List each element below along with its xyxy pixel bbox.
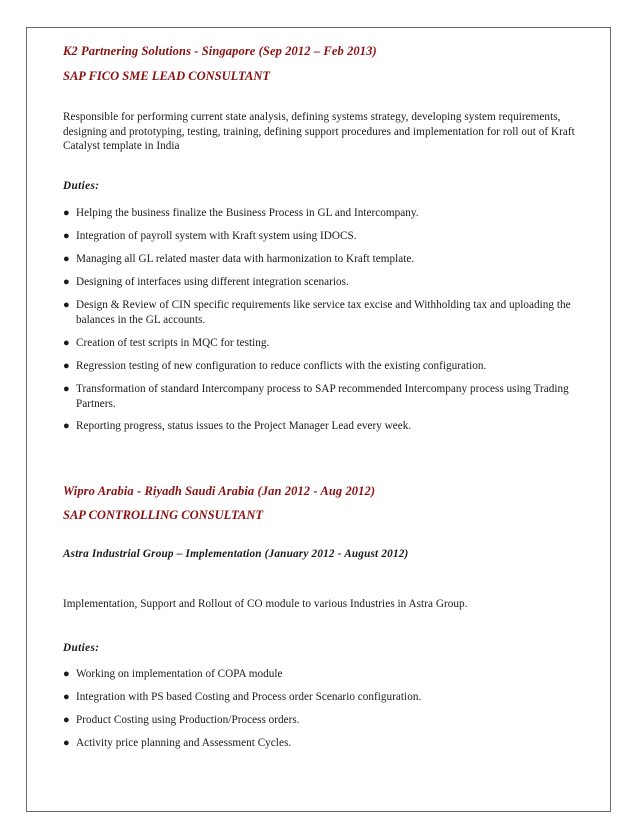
list-item: ● Product Costing using Production/Process orders. bbox=[63, 714, 300, 726]
summary-paragraph: Responsible for performing current state analysis, defining systems strategy, developing system requirements, designing and prototyping, testing, training, defining support procedures and implementation for roll out of Kraft Catalyst template in India bbox=[63, 111, 575, 152]
bullet-icon: ● bbox=[63, 253, 70, 265]
project-heading: Astra Industrial Group – Implementation (January 2012 - August 2012) bbox=[63, 548, 409, 560]
list-item: ● Working on implementation of COPA module bbox=[63, 668, 283, 680]
company-heading: K2 Partnering Solutions - Singapore (Sep 2012 – Feb 2013) bbox=[63, 44, 377, 58]
bullet-icon: ● bbox=[63, 230, 70, 242]
bullet-icon: ● bbox=[63, 299, 70, 311]
bullet-icon: ● bbox=[63, 360, 70, 372]
list-item: ● Reporting progress, status issues to the Project Manager Lead every week. bbox=[63, 420, 412, 432]
list-item: ● Activity price planning and Assessment Cycles. bbox=[63, 737, 292, 749]
summary-paragraph: Implementation, Support and Rollout of CO module to various Industries in Astra Group. bbox=[63, 598, 468, 610]
list-item: ● Integration with PS based Costing and Process order Scenario configuration. bbox=[63, 691, 422, 703]
bullet-icon: ● bbox=[63, 207, 70, 219]
role-title: SAP FICO SME LEAD CONSULTANT bbox=[63, 69, 270, 83]
list-item: ● Regression testing of new configuration to reduce conflicts with the existing configuration. bbox=[63, 360, 487, 372]
bullet-icon: ● bbox=[63, 276, 70, 288]
list-item: ● Managing all GL related master data with harmonization to Kraft template. bbox=[63, 253, 415, 265]
duties-label: Duties: bbox=[63, 642, 100, 654]
bullet-icon: ● bbox=[63, 714, 70, 726]
bullet-icon: ● bbox=[63, 737, 70, 749]
bullet-icon: ● bbox=[63, 337, 70, 349]
bullet-icon: ● bbox=[63, 691, 70, 703]
duties-label: Duties: bbox=[63, 180, 100, 192]
list-item: ● Helping the business finalize the Business Process in GL and Intercompany. bbox=[63, 207, 419, 219]
bullet-icon: ● bbox=[63, 420, 70, 432]
list-item: ● Transformation of standard Intercompany process to SAP recommended Intercompany process using Trading Partners. bbox=[63, 383, 569, 410]
role-title: SAP CONTROLLING CONSULTANT bbox=[63, 508, 264, 522]
company-heading: Wipro Arabia - Riyadh Saudi Arabia (Jan 2012 - Aug 2012) bbox=[63, 484, 376, 498]
list-item: ● Creation of test scripts in MQC for testing. bbox=[63, 337, 270, 349]
list-item: ● Design & Review of CIN specific requirements like service tax excise and Withholding tax and uploading the balances in the GL accounts. bbox=[63, 299, 571, 326]
bullet-icon: ● bbox=[63, 383, 70, 395]
list-item: ● Integration of payroll system with Kraft system using IDOCS. bbox=[63, 230, 357, 242]
bullet-icon: ● bbox=[63, 668, 70, 680]
list-item: ● Designing of interfaces using different integration scenarios. bbox=[63, 276, 349, 288]
